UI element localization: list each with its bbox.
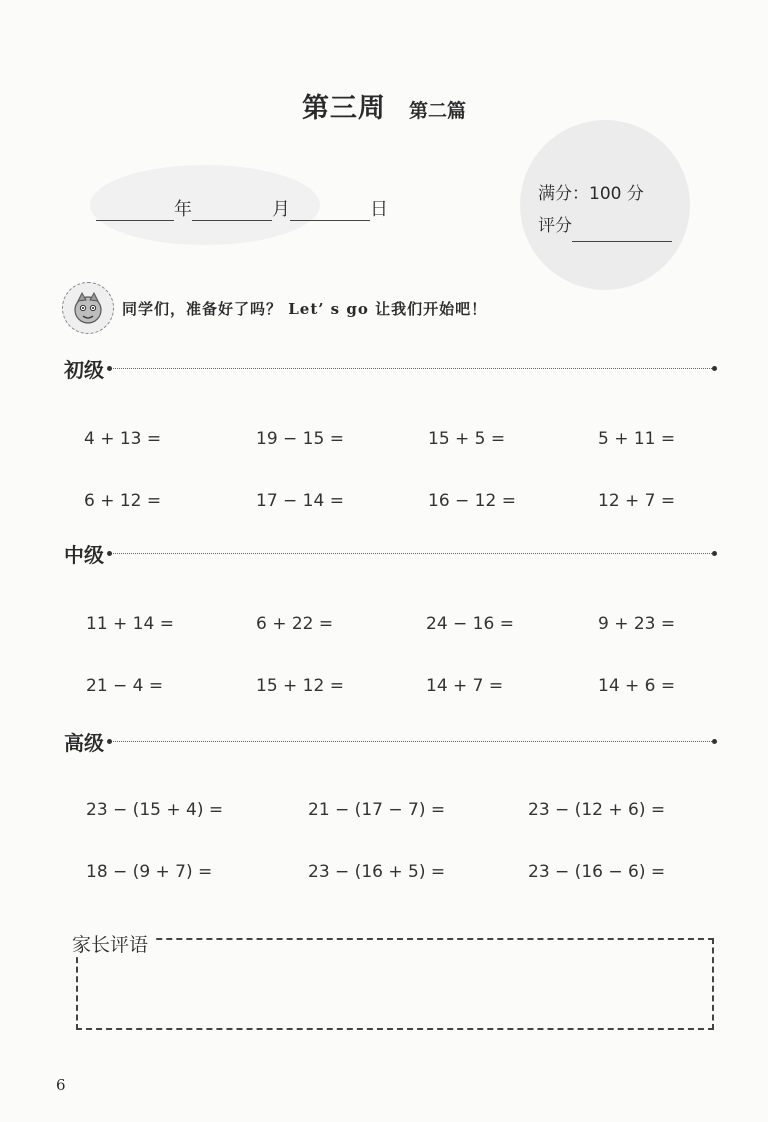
problem: 23 − (12 + 6) = — [528, 800, 666, 820]
problem: 11 + 14 = — [86, 614, 174, 634]
problem: 24 − 16 = — [426, 614, 514, 634]
section-intermediate — [64, 539, 714, 696]
problem: 6 + 22 = — [256, 614, 334, 634]
section-beginner — [64, 354, 714, 511]
score-box — [538, 178, 672, 242]
problem: 5 + 11 = — [598, 429, 676, 449]
page-title — [0, 86, 768, 125]
problem: 21 − 4 = — [86, 676, 164, 696]
problem: 18 − (9 + 7) = — [86, 862, 213, 882]
grade-label: 评分 — [538, 216, 572, 236]
problem: 15 + 12 = — [256, 676, 344, 696]
year-label: 年 — [174, 199, 192, 220]
mascot-icon — [62, 282, 114, 334]
section-label: 高级 — [64, 731, 104, 755]
problem: 6 + 12 = — [84, 491, 162, 511]
date-row — [96, 195, 388, 221]
parent-comment-box[interactable] — [72, 930, 714, 1030]
problem: 4 + 13 = — [84, 429, 162, 449]
problem: 23 − (16 − 6) = — [528, 862, 666, 882]
day-label: 日 — [370, 199, 388, 220]
section-divider — [110, 553, 714, 554]
problem: 21 − (17 − 7) = — [308, 800, 446, 820]
problem: 14 + 7 = — [426, 676, 504, 696]
greeting-banner — [62, 282, 487, 334]
comment-label: 家长评语 — [72, 930, 154, 957]
problem: 14 + 6 = — [598, 676, 676, 696]
problem: 23 − (16 + 5) = — [308, 862, 446, 882]
part-title: 第二篇 — [409, 100, 467, 122]
week-title: 第三周 — [301, 93, 386, 124]
problem: 15 + 5 = — [428, 429, 506, 449]
section-divider — [110, 741, 714, 742]
month-label: 月 — [272, 199, 290, 220]
problem: 9 + 23 = — [598, 614, 676, 634]
section-advanced — [64, 727, 714, 882]
year-blank[interactable] — [96, 200, 174, 221]
section-label: 中级 — [64, 543, 104, 567]
month-blank[interactable] — [192, 200, 272, 221]
problem: 19 − 15 = — [256, 429, 344, 449]
problem: 17 − 14 = — [256, 491, 344, 511]
section-label: 初级 — [64, 358, 104, 382]
section-divider — [110, 368, 714, 369]
problem: 12 + 7 = — [598, 491, 676, 511]
day-blank[interactable] — [290, 200, 370, 221]
comment-dashed-border — [76, 938, 714, 1030]
greeting-text: 同学们，准备好了吗？ Let’ s go 让我们开始吧！ — [122, 299, 488, 318]
page-number: 6 — [56, 1076, 66, 1094]
full-score: 满分：100 分 — [538, 184, 644, 204]
problem: 16 − 12 = — [428, 491, 516, 511]
problem: 23 − (15 + 4) = — [86, 800, 224, 820]
grade-blank[interactable] — [572, 223, 672, 242]
